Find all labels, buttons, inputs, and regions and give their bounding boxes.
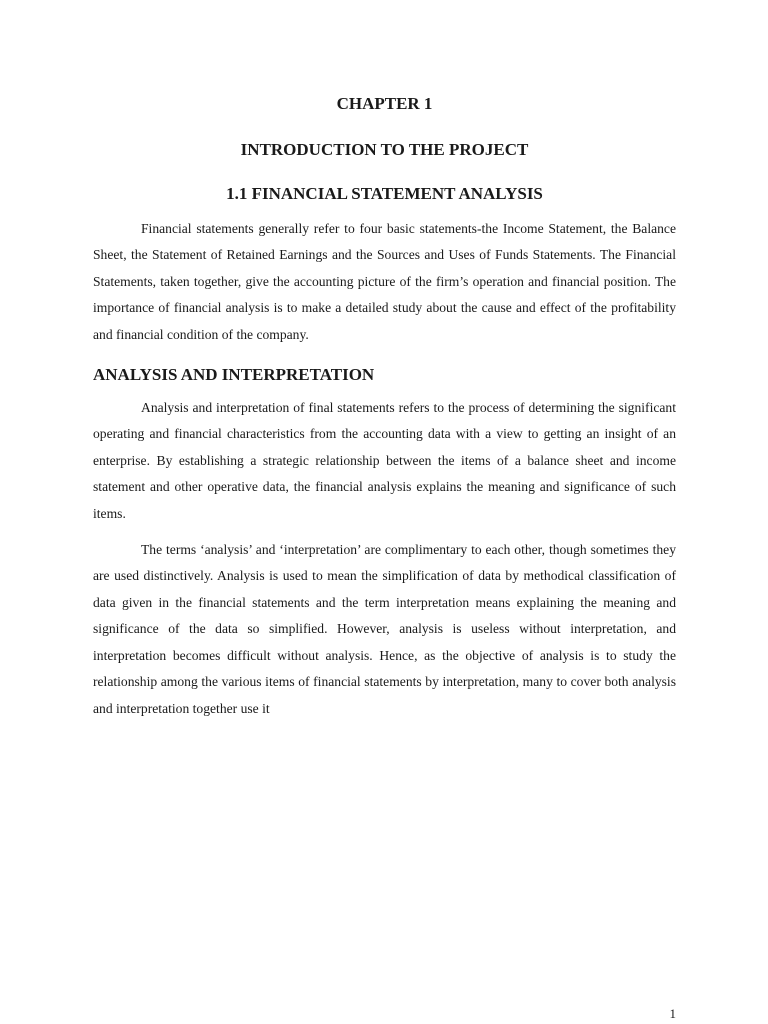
analysis-heading: ANALYSIS AND INTERPRETATION	[93, 365, 375, 385]
analysis-paragraph-2: The terms ‘analysis’ and ‘interpretation’ are complimentary to each other, though sometimes they are used distinctively. Analysis is used to mean the simplification of data by methodical classification of data given in the financial statements and the term interpretation means explaining the meaning and significance of the data so simplified. However, analysis is useless without interpretation, and interpretation becomes difficult without analysis. Hence, as the objective of analysis is to study the relationship among the various items of financial statements by interpretation, many to cover both analysis and interpretation together use it	[93, 542, 676, 716]
section-title: 1.1 FINANCIAL STATEMENT ANALYSIS	[226, 184, 543, 203]
chapter-heading: CHAPTER 1	[336, 94, 433, 113]
page-number: 1	[669, 1006, 676, 1021]
analysis-paragraph-1: Analysis and interpretation of final statements refers to the process of determining the significant operating and financial characteristics from the accounting data with a view to getting an insight of an enterprise. By establishing a strategic relationship between the items of a balance sheet and income statement and other operative data, the financial analysis explains the meaning and significance of such items.	[93, 400, 676, 521]
intro-paragraph: Financial statements generally refer to four basic statements-the Income Statement, the Balance Sheet, the Statement of Retained Earnings and the Sources and Uses of Funds Statements. The Financial Statements, taken together, give the accounting picture of the firm’s operation and financial position. The importance of financial analysis is to make a detailed study about the cause and effect of the profitability and financial condition of the company.	[93, 221, 676, 342]
page-content	[93, 92, 676, 732]
chapter-subtitle: INTRODUCTION TO THE PROJECT	[240, 140, 529, 159]
